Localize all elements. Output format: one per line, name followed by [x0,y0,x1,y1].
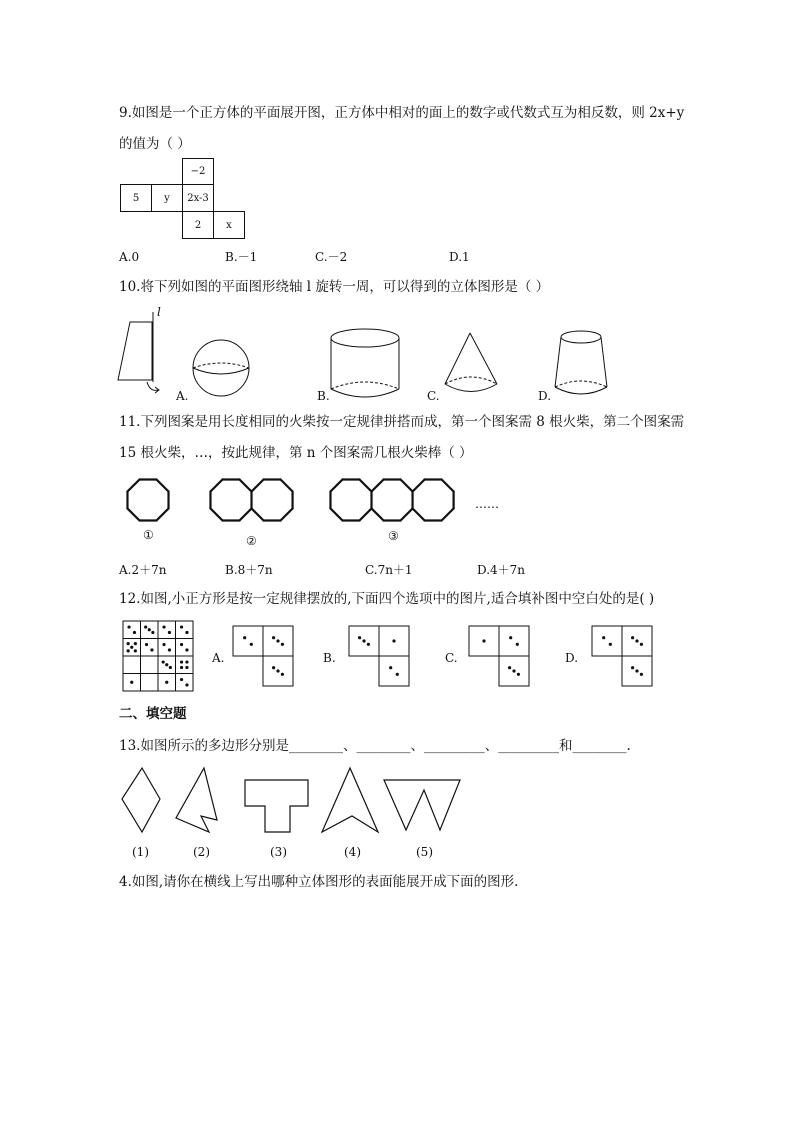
q11-option-a: A.2＋7n [119,563,167,577]
dot [127,649,130,652]
dot [133,631,136,634]
dot [134,649,137,652]
dot [367,643,370,646]
dot [127,642,130,645]
dot [635,669,638,672]
dot [276,669,279,672]
matchstick [372,479,384,491]
dot [185,666,188,669]
dot [134,642,137,645]
q13-label-1: (1) [132,845,149,859]
grid-cell [176,621,194,639]
grid-cell [233,626,263,656]
q12-figures [0,616,794,696]
q10-label-c: C. [427,389,440,403]
q9-option-c: C.－2 [315,250,348,264]
dot [482,639,485,642]
dot [392,639,395,642]
matchstick [360,509,372,521]
dot [127,625,130,628]
dot [168,631,171,634]
polygon-5 [384,780,460,830]
dot [640,643,643,646]
dot-grid [123,621,193,691]
q9-text-line2: 的值为（ ） [119,136,191,152]
q10-label-a: A. [176,389,189,403]
q10-label-d: D. [538,389,552,403]
net-cell-right: x [213,211,245,239]
dot [516,643,519,646]
matchstick [127,509,139,521]
dot [362,639,365,642]
dot [389,666,392,669]
q9-option-a: A.0 [119,250,140,264]
net-cell-top: −2 [182,158,214,185]
matchstick [240,479,252,491]
dot [165,681,168,684]
grid-cell [176,674,194,692]
dot [169,666,172,669]
dot [151,631,154,634]
matchstick [252,479,264,491]
dot [144,625,147,628]
q11-ellipsis: …… [475,497,499,511]
dot [180,678,183,681]
matchstick [210,479,222,491]
q11-octagon-figures [0,475,794,535]
net-cell-left2: y [151,184,183,212]
octagon-patterns [127,479,453,520]
dot [185,660,188,663]
grid-cell [141,656,159,674]
matchstick [157,479,169,491]
dot [281,673,284,676]
trapezoid-with-axis [118,312,159,393]
sphere [193,340,249,396]
matchstick [442,479,454,491]
grid-cell [141,639,159,657]
grid-cell [158,639,176,657]
dot [130,646,133,649]
q11-option-b: B.8＋7n [225,563,273,577]
matchstick [281,509,293,521]
dot [272,636,275,639]
q11-fig-label-1: ① [143,528,154,542]
q13-polygons [0,764,794,844]
dot [180,643,183,646]
dot [243,636,246,639]
net-cell-left1: 5 [120,184,152,212]
q12-label-c: C. [445,651,458,665]
grid-cell [123,621,141,639]
matchstick [281,479,293,491]
matchstick [157,509,169,521]
dot [250,643,253,646]
q11-text-line2: 15 根火柴，…，按此规律，第 n 个图案需几根火柴棒（ ） [119,445,473,461]
polygon-2 [176,768,217,832]
dot [512,669,515,672]
q11-option-c: C.7n＋1 [365,563,413,577]
matchstick [442,509,454,521]
dot [635,639,638,642]
net-cell-bottom: 2 [182,211,214,239]
dot [162,643,165,646]
grid-cell [158,621,176,639]
dot [276,639,279,642]
grid-cell [176,639,194,657]
q12-label-b: B. [323,651,336,665]
q13-label-3: (3) [270,845,287,859]
dot [272,666,275,669]
dot [150,648,153,651]
dot [396,673,399,676]
dot [180,625,183,628]
dot-options [233,626,652,686]
dot [358,636,361,639]
matchstick [252,509,264,521]
matchstick [127,479,139,491]
axis-label: l [157,305,161,319]
polygon-3 [245,780,308,832]
dot [168,648,171,651]
q10-text: 10.将下列如图的平面图形绕轴 l 旋转一周，可以得到的立体图形是（ ） [119,279,550,295]
q13-label-4: (4) [344,845,361,859]
grid-cell [176,656,194,674]
q11-fig-label-2: ② [246,534,257,548]
matchstick [401,479,413,491]
matchstick [413,479,425,491]
dot [180,660,183,663]
dot [148,628,151,631]
q11-option-d: D.4＋7n [477,563,526,577]
grid-cell [141,674,159,692]
grid-cell [123,656,141,674]
dot [185,631,188,634]
dot [631,666,634,669]
matchstick [401,509,413,521]
q11-fig-label-3: ③ [388,529,399,543]
q12-label-a: A. [212,651,225,665]
dot [281,643,284,646]
dot [508,666,511,669]
matchstick [210,509,222,521]
matchstick [330,479,342,491]
dot [185,648,188,651]
matchstick [240,509,252,521]
grid-cell [499,626,529,656]
cylinder [331,329,399,397]
q11-text-line1: 11.下列图案是用长度相同的火柴按一定规律拼搭而成，第一个图案需 8 根火柴，第二个图案需 [119,414,685,430]
dot [130,681,133,684]
dot [602,636,605,639]
q9-option-d: D.1 [449,250,470,264]
dot [509,636,512,639]
q10-figures [0,300,794,420]
dot [517,673,520,676]
dot [165,663,168,666]
dot [609,643,612,646]
q12-text: 12.如图,小正方形是按一定规律摆放的,下面四个选项中的图片,适合填补图中空白处的是( ) [119,591,655,607]
dot [145,643,148,646]
q10-label-b: B. [317,389,330,403]
matchstick [413,509,425,521]
net-cell-center: 2x-3 [182,184,214,212]
grid-cell [379,656,409,686]
dot [162,660,165,663]
matchstick [372,509,384,521]
dot [162,625,165,628]
grid-cell [592,626,622,656]
polygon-1 [122,768,160,832]
dot [640,673,643,676]
dot [180,666,183,669]
cone [445,333,497,392]
q13-label-5: (5) [416,845,433,859]
section-title: 二、填空题 [119,706,187,722]
q9-option-b: B.－1 [225,250,258,264]
matchstick [360,479,372,491]
polygon-4 [322,768,378,832]
dot [185,683,188,686]
frustum [555,331,607,394]
matchstick [330,509,342,521]
q14-text: 4.如图,请你在横线上写出哪种立体图形的表面能展开成下面的图形. [119,874,519,890]
q13-text: 13.如图所示的多边形分别是________、________、_________、_________和________. [119,738,631,754]
q9-text-line1: 9.如图是一个正方体的平面展开图，正方体中相对的面上的数字或代数式互为相反数，则 2x+y [119,105,685,121]
q12-label-d: D. [565,651,579,665]
q13-label-2: (2) [193,845,210,859]
dot [631,636,634,639]
